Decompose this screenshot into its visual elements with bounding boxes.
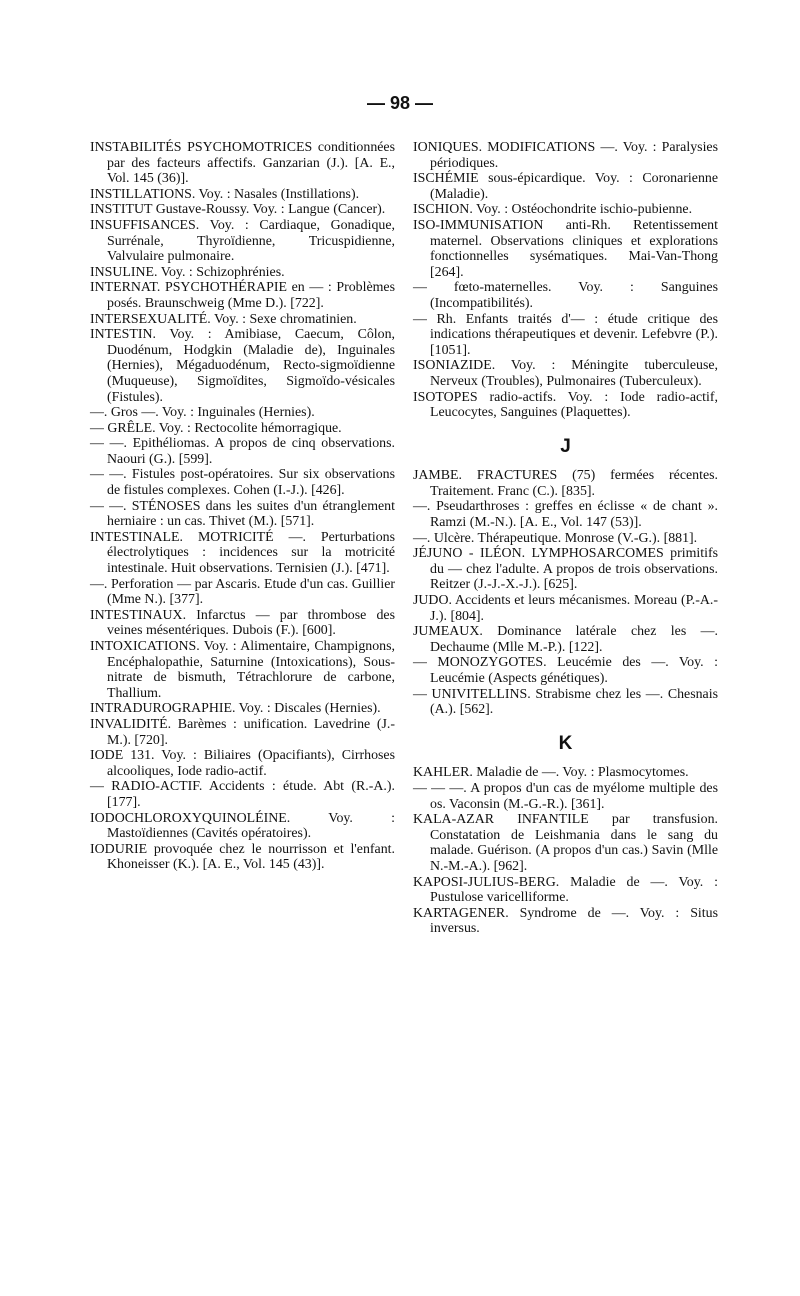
index-entry: INVALIDITÉ. Barèmes : unification. Lavedrine (J.-M.). [720]. bbox=[90, 716, 395, 748]
index-entry: — —. Epithéliomas. A propos de cinq observations. Naouri (G.). [599]. bbox=[90, 436, 395, 467]
index-entry: ISONIAZIDE. Voy. : Méningite tuberculeuse, Nerveux (Troubles), Pulmonaires (Tuberculeux). bbox=[413, 358, 718, 389]
index-entry: INTOXICATIONS. Voy. : Alimentaire, Champignons, Encéphalopathie, Saturnine (Intoxications), Sous-nitrate de bismuth, Tétrachlorure de carbone, Thallium. bbox=[90, 639, 395, 701]
left-column bbox=[90, 140, 395, 873]
index-entry: ISO-IMMUNISATION anti-Rh. Retentissement maternel. Observations cliniques et explorations fonctionnelles sysématiques. Mai-Van-Thong [264]. bbox=[413, 217, 718, 280]
index-entry: ISCHION. Voy. : Ostéochondrite ischio-pubienne. bbox=[413, 202, 693, 218]
index-entry: —. Pseudarthroses : greffes en éclisse « de chant ». Ramzi (M.-N.). [A. E., Vol. 147 (53)]. bbox=[413, 499, 718, 531]
index-entry: — UNIVITELLINS. Strabisme chez les —. Chesnais (A.). [562]. bbox=[413, 686, 718, 718]
index-entry: — GRÊLE. Voy. : Rectocolite hémorragique. bbox=[90, 420, 342, 436]
index-entry: INTESTIN. Voy. : Amibiase, Caecum, Côlon, Duodénum, Hodgkin (Maladie de), Inguinales (Hernies), Mégaduodénum, Recto-sigmoïdienne (Muqueuse), Sigmoïdites, Sigmoïdo-vésicales (Fistules). bbox=[90, 327, 395, 405]
index-entry: INSTILLATIONS. Voy. : Nasales (Instillations). bbox=[90, 186, 360, 202]
index-entry: —. Perforation — par Ascaris. Etude d'un cas. Guillier (Mme N.). [377]. bbox=[90, 576, 395, 608]
index-entry: — Rh. Enfants traités d'— : étude critique des indications thérapeutiques et devenir. Lefebvre (P.). [1051]. bbox=[413, 311, 718, 358]
index-entry: — RADIO-ACTIF. Accidents : étude. Abt (R.-A.). [177]. bbox=[90, 779, 395, 810]
index-entry: JUMEAUX. Dominance latérale chez les —. Dechaume (Mlle M.-P.). [122]. bbox=[413, 624, 718, 655]
index-entry: INTESTINAUX. Infarctus — par thrombose des veines mésentériques. Dubois (F.). [600]. bbox=[90, 607, 395, 639]
index-entry: KAPOSI-JULIUS-BERG. Maladie de —. Voy. : Pustulose varicelliforme. bbox=[413, 874, 718, 906]
index-entry: JÉJUNO - ILÉON. LYMPHOSARCOMES primitifs du — chez l'adulte. A propos de trois observations. Reitzer (J.-J.-X.-J.). [625]. bbox=[413, 546, 718, 593]
index-entry: INTERNAT. PSYCHOTHÉRAPIE en — : Problèmes posés. Braunschweig (Mme D.). [722]. bbox=[90, 280, 395, 311]
index-entry: INSTABILITÉS PSYCHOMOTRICES conditionnées par des facteurs affectifs. Ganzarian (J.). [A. E., Vol. 145 (36)]. bbox=[90, 140, 395, 187]
index-entry: JAMBE. FRACTURES (75) fermées récentes. Traitement. Franc (C.). [835]. bbox=[413, 468, 718, 499]
index-entry: — —. Fistules post-opératoires. Sur six observations de fistules complexes. Cohen (I.-J.). [426]. bbox=[90, 467, 395, 499]
index-entry: JUDO. Accidents et leurs mécanismes. Moreau (P.-A.-J.). [804]. bbox=[413, 593, 718, 624]
section-letter-j: J bbox=[560, 435, 571, 457]
index-entry: — MONOZYGOTES. Leucémie des —. Voy. : Leucémie (Aspects génétiques). bbox=[413, 655, 718, 686]
index-entry: ISOTOPES radio-actifs. Voy. : Iode radio-actif, Leucocytes, Sanguines (Plaquettes). bbox=[413, 389, 718, 421]
index-entry: INSUFFISANCES. Voy. : Cardiaque, Gonadique, Surrénale, Thyroïdienne, Tricuspidienne, Valvulaire pulmonaire. bbox=[90, 217, 395, 265]
index-entry: —. Ulcère. Thérapeutique. Monrose (V.-G.). [881]. bbox=[413, 530, 698, 546]
index-entry: KAHLER. Maladie de —. Voy. : Plasmocytomes. bbox=[413, 765, 689, 781]
index-entry: IODE 131. Voy. : Biliaires (Opacifiants), Cirrhoses alcooliques, Iode radio-actif. bbox=[90, 748, 395, 779]
page-number: — 98 — bbox=[366, 93, 434, 113]
index-entry: INSTITUT Gustave-Roussy. Voy. : Langue (Cancer). bbox=[90, 202, 386, 218]
index-entry: INSULINE. Voy. : Schizophrénies. bbox=[90, 264, 285, 280]
index-entry: INTRADUROGRAPHIE. Voy. : Discales (Hernies). bbox=[90, 701, 381, 717]
index-entry: ISCHÉMIE sous-épicardique. Voy. : Coronarienne (Maladie). bbox=[413, 171, 718, 202]
right-column bbox=[413, 140, 718, 937]
index-entry: KALA-AZAR INFANTILE par transfusion. Constatation de Leishmania dans le sang du malade. Guérison. (A propos d'un cas.) Savin (Mlle N.-M.-A.). [962]. bbox=[413, 812, 718, 874]
index-entry: — —. STÉNOSES dans les suites d'un étranglement herniaire : un cas. Thivet (M.). [571]. bbox=[90, 498, 395, 530]
index-entry: KARTAGENER. Syndrome de —. Voy. : Situs inversus. bbox=[413, 905, 718, 937]
index-entry: —. Gros —. Voy. : Inguinales (Hernies). bbox=[90, 405, 315, 421]
index-entry: INTESTINALE. MOTRICITÉ —. Perturbations électrolytiques : incidences sur la motricité intestinale. Huit observations. Ternisien (J.). [471]. bbox=[90, 529, 395, 577]
index-entry: IODURIE provoquée chez le nourrisson et l'enfant. Khoneisser (K.). [A. E., Vol. 145 (43)]. bbox=[90, 841, 395, 873]
index-entry: — fœto-maternelles. Voy. : Sanguines (Incompatibilités). bbox=[413, 280, 718, 311]
index-entry: — — —. A propos d'un cas de myélome multiple des os. Vaconsin (M.-G.-R.). [361]. bbox=[413, 780, 718, 812]
index-entry: IODOCHLOROXYQUINOLÉINE. Voy. : Mastoïdiennes (Cavités opératoires). bbox=[90, 810, 395, 842]
index-entry: IONIQUES. MODIFICATIONS —. Voy. : Paralysies périodiques. bbox=[413, 140, 718, 171]
section-letter-k: K bbox=[558, 732, 573, 754]
index-entry: INTERSEXUALITÉ. Voy. : Sexe chromatinien. bbox=[90, 311, 357, 327]
